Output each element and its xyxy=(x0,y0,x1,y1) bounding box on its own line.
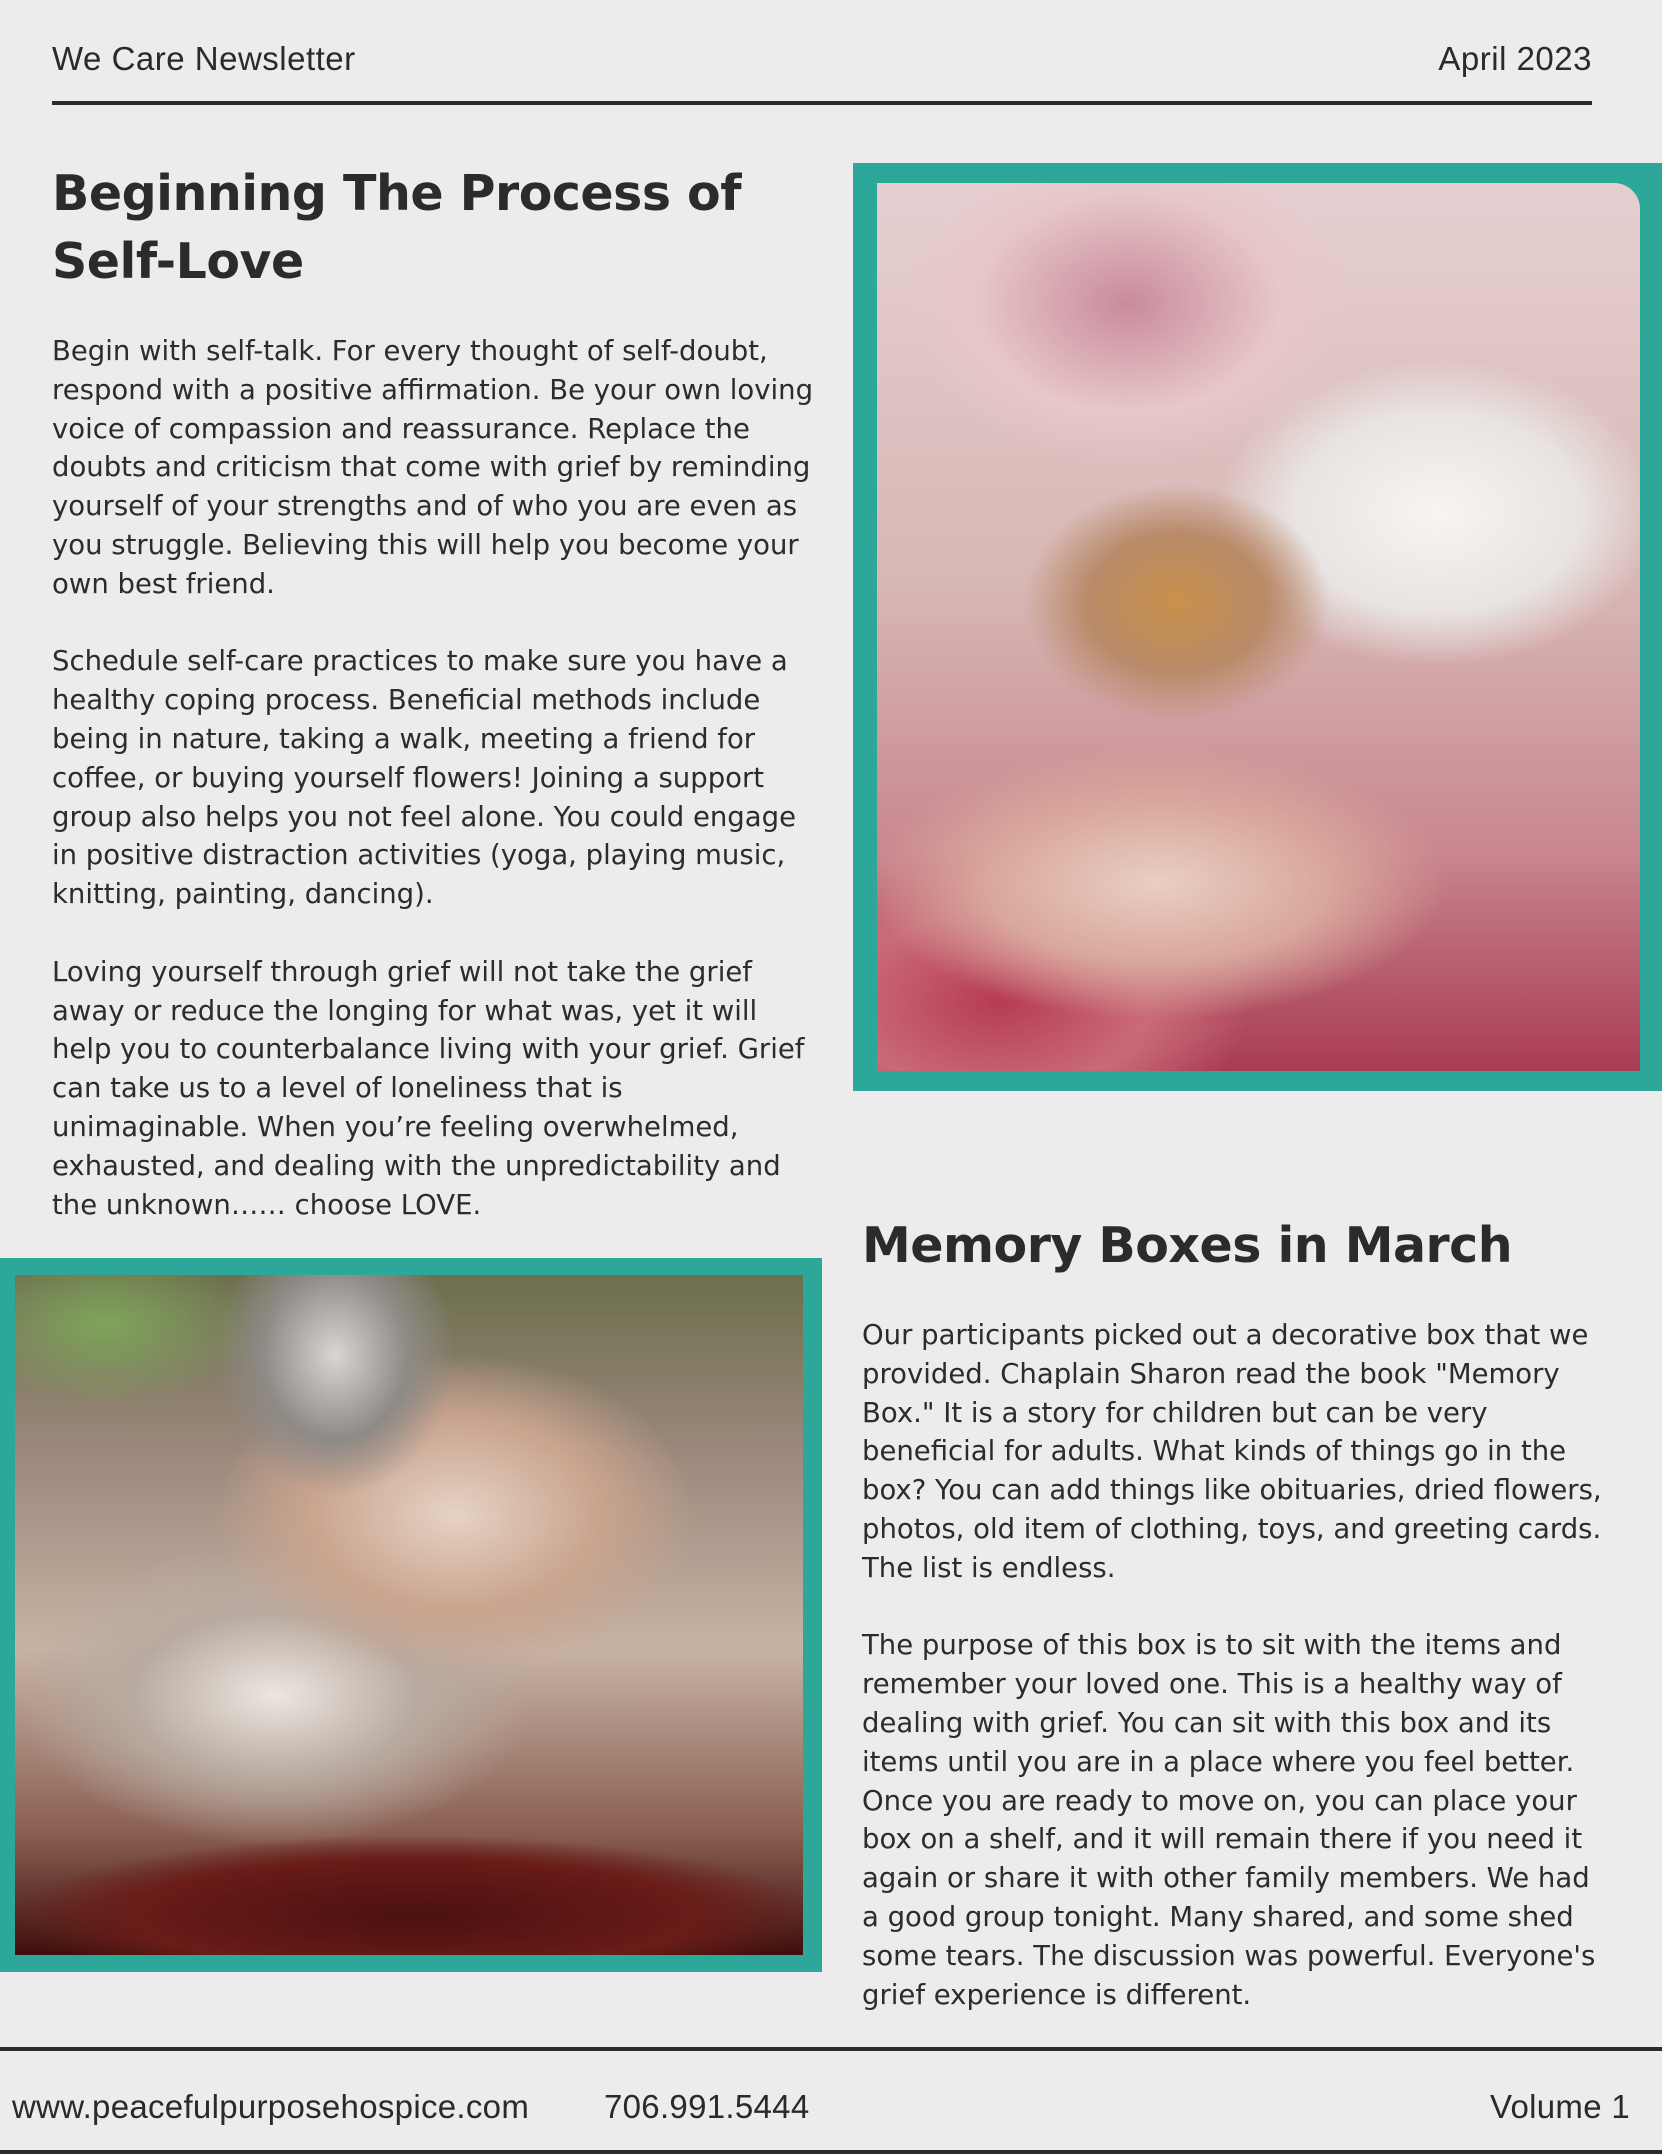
footer-volume: Volume 1 xyxy=(1490,2088,1630,2125)
footer-phone: 706.991.5444 xyxy=(604,2088,810,2125)
meditation-photo-frame xyxy=(853,163,1662,1091)
memory-box-photo-frame xyxy=(0,1258,822,1972)
self-love-article-body xyxy=(52,332,822,1224)
memory-boxes-article-body xyxy=(862,1316,1607,2014)
footer-website: www.peacefulpurposehospice.com xyxy=(12,2088,530,2125)
meditation-photo xyxy=(877,183,1640,1071)
self-love-paragraph-1: Begin with self-talk. For every thought of self-doubt, respond with a positive affirmation. Be your own loving voice of compassion and reassurance. Replace the doubts and criticism that come with grief by reminding yourself of your strengths and of who you are even as you struggle. Believing this will help you become your own best friend. xyxy=(52,335,814,600)
masthead-divider xyxy=(52,101,1592,105)
footer-divider xyxy=(0,2047,1662,2051)
self-love-heading: Beginning The Process of Self-Love xyxy=(52,165,742,290)
self-love-paragraph-2: Schedule self-care practices to make sure you have a healthy coping process. Beneficial methods include being in nature, taking a walk, meeting a friend for coffee, or buying yourself flowers! Joining a support group also helps you not feel alone. You could engage in positive distraction activities (yoga, playing music, knitting, painting, dancing). xyxy=(52,645,796,911)
self-love-paragraph-3: Loving yourself through grief will not take the grief away or reduce the longing for what was, yet it will help you to counterbalance living with your grief. Grief can take us to a level of loneliness that is unimaginable. When you’re feeling overwhelmed, exhausted, and dealing with the unpredictability and the unknown…… choose LOVE. xyxy=(52,955,805,1221)
memory-boxes-paragraph-2: The purpose of this box is to sit with the items and remember your loved one. This is a healthy way of dealing with grief. You can sit with this box and its items until you are in a place where you feel better. Once you are ready to move on, you can place your box on a shelf, and it will remain there if you need it again or share it with other family members. We had a good group tonight. Many shared, and some shed some tears. The discussion was powerful. Everyone's grief experience is different. xyxy=(862,1629,1596,2011)
footer-bottom-divider xyxy=(0,2150,1662,2154)
memory-boxes-heading: Memory Boxes in March xyxy=(862,1217,1513,1274)
issue-date: April 2023 xyxy=(1438,40,1592,77)
newsletter-title: We Care Newsletter xyxy=(52,40,356,77)
memory-box-photo xyxy=(15,1275,803,1955)
memory-boxes-paragraph-1: Our participants picked out a decorative box that we provided. Chaplain Sharon read the book "Memory Box." It is a story for children but can be very beneficial for adults. What kinds of things go in the box? You can add things like obituaries, dried flowers, photos, old item of clothing, toys, and greeting cards. The list is endless. xyxy=(862,1319,1602,1584)
